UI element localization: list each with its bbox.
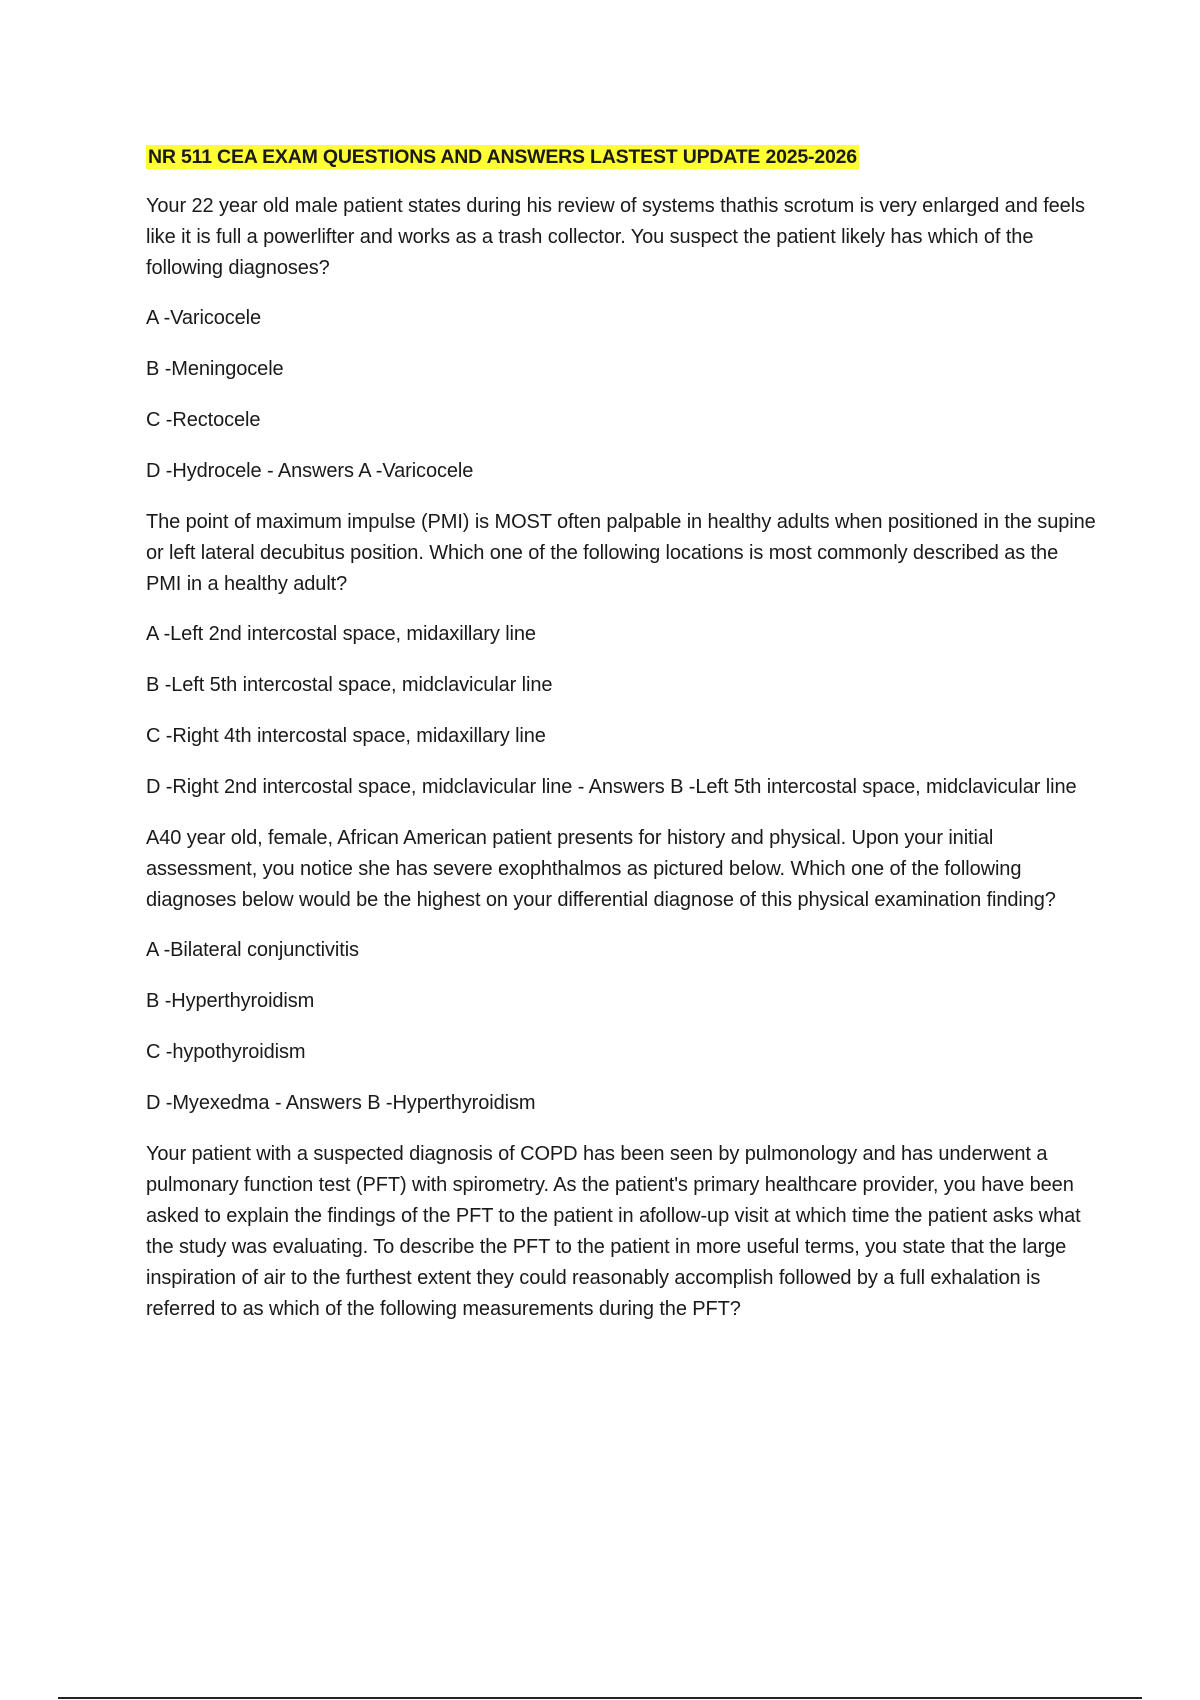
question-1-option-d-answer: D -Hydrocele - Answers A -Varicocele <box>146 460 474 482</box>
question-3-option-a: A -Bilateral conjunctivitis <box>146 939 359 961</box>
question-3-option-d-answer: D -Myexedma - Answers B -Hyperthyroidism <box>146 1092 536 1114</box>
question-1-text: Your 22 year old male patient states during his review of systems thathis scrotum is very enlarged and feels like it is full a powerlifter and works as a trash collector. You suspect the patient likely has which of the following diagnoses? <box>146 195 1085 279</box>
question-2-option-a: A -Left 2nd intercostal space, midaxillary line <box>146 623 536 645</box>
document-page <box>146 143 1096 1344</box>
question-2-text: The point of maximum impulse (PMI) is MOST often palpable in healthy adults when positioned in the supine or left lateral decubitus position. Which one of the following locations is most commonly described as the PMI in a healthy adult? <box>146 511 1096 595</box>
question-3-option-b: B -Hyperthyroidism <box>146 990 315 1012</box>
title-highlight: NR 511 CEA EXAM QUESTIONS AND ANSWERS LASTEST UPDATE 2025-2026 <box>148 146 857 168</box>
question-2-option-d-answer: D -Right 2nd intercostal space, midclavicular line - Answers B -Left 5th intercostal space, midclavicular line <box>146 776 1077 798</box>
question-3-text: A40 year old, female, African American patient presents for history and physical. Upon your initial assessment, you notice she has severe exophthalmos as pictured below. Which one of the following diagnoses below would be the highest on your differential diagnose of this physical examination finding? <box>146 827 1056 911</box>
document-title <box>146 143 1096 171</box>
question-1-option-a: A -Varicocele <box>146 307 262 329</box>
question-1-option-c: C -Rectocele <box>146 409 261 431</box>
question-3-option-c: C -hypothyroidism <box>146 1041 306 1063</box>
question-2-option-c: C -Right 4th intercostal space, midaxillary line <box>146 725 546 747</box>
question-1-option-b: B -Meningocele <box>146 358 284 380</box>
question-4-text: Your patient with a suspected diagnosis of COPD has been seen by pulmonology and has underwent a pulmonary function test (PFT) with spirometry. As the patient's primary healthcare provider, you have been asked to explain the findings of the PFT to the patient in afollow-up visit at which time the patient asks what the study was evaluating. To describe the PFT to the patient in more useful terms, you state that the large inspiration of air to the furthest extent they could reasonably accomplish followed by a full exhalation is referred to as which of the following measurements during the PFT? <box>146 1143 1081 1320</box>
page-bottom-rule <box>58 1697 1142 1699</box>
question-2-option-b: B -Left 5th intercostal space, midclavicular line <box>146 674 553 696</box>
